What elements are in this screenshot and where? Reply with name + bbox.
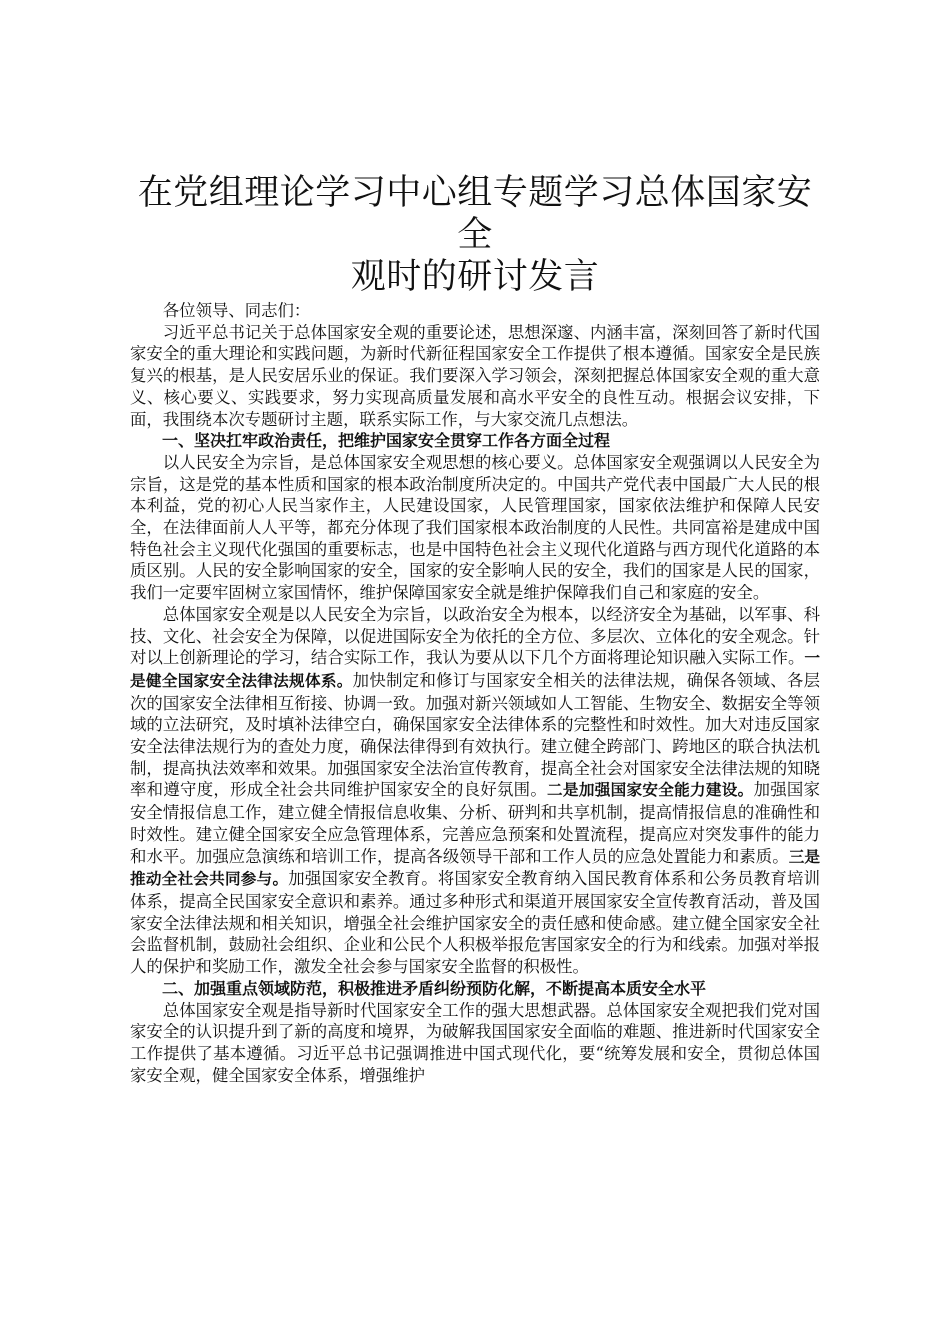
section-1-heading: 一、坚决扛牢政治责任，把维护国家安全贯穿工作各方面全过程 — [162, 431, 611, 451]
point-3-title: 三是推动全社会共同参与。 — [130, 847, 820, 889]
intro-paragraph: 习近平总书记关于总体国家安全观的重要论述，思想深邃、内涵丰富，深刻回答了新时代国家安全的重大理论和实践问题，为新时代新征程国家安全工作提供了根本遵循。国家安全是民族复兴的根基，是人民安居乐业的保证。我们要深入学习领会，深刻把握总体国家安全观的重大意义、核心要义、实践要求，努力实现高质量发展和高水平安全的良性互动。根据会议安排，下面，我围绕本次专题研讨主题，联系实际工作，与大家交流几点想法。 — [130, 322, 820, 429]
section-2-paragraph-1: 总体国家安全观是指导新时代国家安全工作的强大思想武器。总体国家安全观把我们党对国家安全的认识提升到了新的高度和境界，为破解我国国家安全面临的难题、推进新时代国家安全工作提供了基本遵循。习近平总书记强调推进中国式现代化，要“统筹发展和安全，贯彻总体国家安全观，健全国家安全体系，增强维护 — [130, 1000, 820, 1085]
section-2-heading: 二、加强重点领域防范，积极推进矛盾纠纷预防化解，不断提高本质安全水平 — [162, 978, 707, 998]
section-1-paragraph-2 — [130, 604, 820, 978]
point-3-text: 加强国家安全教育。将国家安全教育纳入国民教育体系和公务员教育培训体系，提高全民国家安全意识和素养。通过多种形式和渠道开展国家安全宣传教育活动，普及国家安全法律法规和相关知识，增强全社会维护国家安全的责任感和使命感。建立健全国家安全社会监督机制，鼓励社会组织、企业和公民个人积极举报危害国家安全的行为和线索。加强对举报人的保护和奖励工作，激发全社会参与国家安全监督的积极性。 — [130, 869, 820, 977]
point-2-text: 加强国家安全情报信息工作，建立健全情报信息收集、分析、研判和共享机制，提高情报信息的准确性和时效性。建立健全国家安全应急管理体系，完善应急预案和处置流程，提高应对突发事件的能力和水平。加强应急演练和培训工作，提高各级领导干部和工作人员的应急处置能力和素质。 — [130, 780, 820, 866]
title-line-2: 观时的研讨发言 — [350, 257, 600, 297]
salutation: 各位领导、同志们： — [162, 301, 311, 320]
section-1-paragraph-1: 以人民安全为宗旨，是总体国家安全观思想的核心要义。总体国家安全观强调以人民安全为宗旨，这是党的基本性质和国家的根本政治制度所决定的。中国共产党代表中国最广大人民的根本利益，党的初心人民当家作主，人民建设国家，人民管理国家，国家依法维护和保障人民安全，在法律面前人人平等，都充分体现了我们国家根本政治制度的人民性。共同富裕是建成中国特色社会主义现代化强国的重要标志，也是中国特色社会主义现代化道路与西方现代化道路的本质区别。人民的安全影响国家的安全，国家的安全影响人民的安全，我们的国家是人民的国家，我们一定要牢固树立家国情怀，维护保障国家安全就是维护保障我们自己和家庭的安全。 — [130, 452, 820, 603]
paragraph-lead: 总体国家安全观是以人民安全为宗旨，以政治安全为根本，以经济安全为基础，以军事、科技、文化、社会安全为保障，以促进国际安全为依托的全方位、多层次、立体化的安全观念。针对以上创新理论的学习，结合实际工作，我认为要从以下几个方面将理论知识融入实际工作。 — [130, 604, 820, 668]
point-1-title: 一是健全国家安全法律法规体系。 — [130, 649, 820, 690]
point-2-title: 二是加强国家安全能力建设。 — [547, 781, 754, 800]
document-title — [130, 172, 820, 298]
document-page — [130, 172, 820, 1086]
document-body — [130, 300, 820, 1086]
title-line-1: 在党组理论学习中心组专题学习总体国家安全 — [137, 173, 813, 255]
point-1-text: 加快制定和修订与国家安全相关的法律法规，确保各领域、各层次的国家安全法律相互衔接、协调一致。加强对新兴领域如人工智能、生物安全、数据安全等领域的立法研究，及时填补法律空白，确保国家安全法律体系的完整性和时效性。加大对违反国家安全法律法规行为的查处力度，确保法律得到有效执行。建立健全跨部门、跨地区的联合执法机制，提高执法效率和效果。加强国家安全法治宣传教育，提高全社会对国家安全法律法规的知晓率和遵守度，形成全社会共同维护国家安全的良好氛围。 — [130, 670, 820, 800]
